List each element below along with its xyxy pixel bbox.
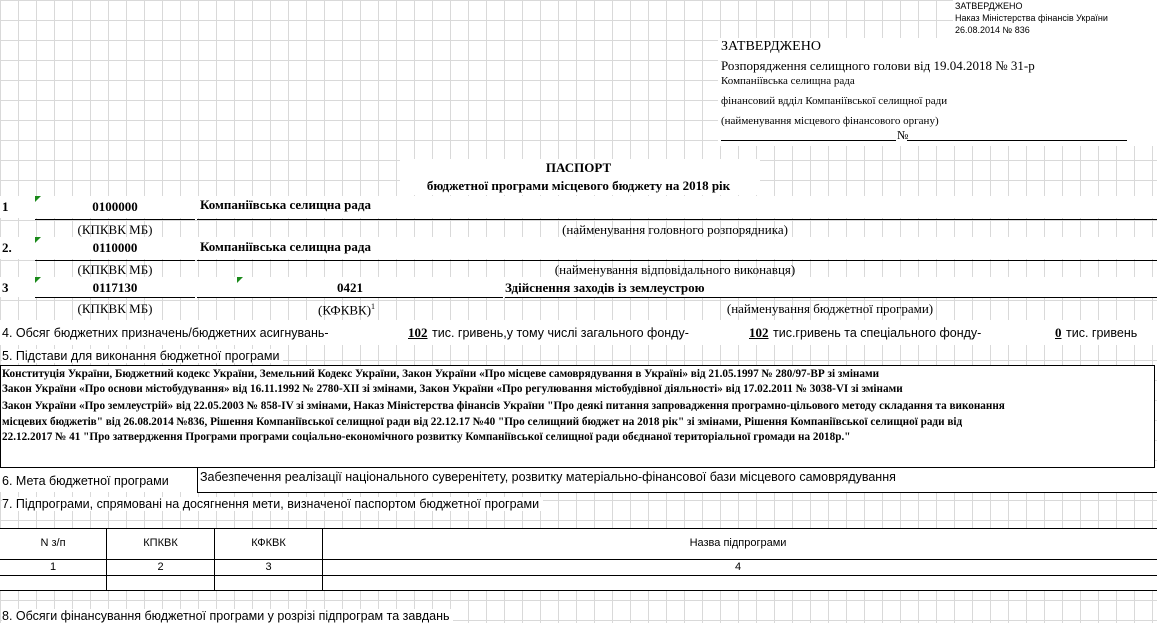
column-header-subprogram-name: Назва підпрограми bbox=[689, 537, 787, 549]
column-number-2: 2 bbox=[157, 561, 164, 573]
row1-number: 1 bbox=[2, 199, 9, 214]
section4-text3: тис. гривень bbox=[1066, 326, 1138, 340]
legal-basis-box bbox=[0, 365, 1155, 468]
row3-code-hint: (КПКВК МБ) bbox=[77, 301, 153, 316]
approval-org: Компаніївська селищна рада bbox=[721, 75, 855, 87]
row2-number: 2. bbox=[2, 240, 12, 255]
row1-code-hint: (КПКВК МБ) bbox=[77, 222, 153, 237]
passport-subtitle: бюджетної програми місцевого бюджету на 2018 рік bbox=[426, 178, 731, 193]
row1-code: 0100000 bbox=[92, 199, 138, 214]
column-header-number: N з/п bbox=[40, 537, 66, 549]
column-number-3: 3 bbox=[265, 561, 272, 573]
row3-kfkvk-hint: (КФКВК)$^1$ bbox=[318, 302, 376, 318]
legal-basis-line: 22.12.2017 № 41 "Про затвердження Програми програми соціально-економічного розвитку Компаніївської селищної ради обєднаної територіальної громади на 2018р." bbox=[2, 431, 851, 443]
approval-top-date: 26.08.2014 № 836 bbox=[955, 25, 1030, 35]
section6-value: Забезпечення реалізації національного суверенітету, розвитку матеріально-фінансової бази місцевого самоврядування bbox=[200, 470, 896, 484]
comment-marker-icon bbox=[237, 277, 243, 283]
row3-name-hint: (найменування бюджетної програми) bbox=[726, 301, 934, 316]
legal-basis-line: місцевих бюджетів" від 26.08.2014 №836, Рішення Компаніївської селищної ради від 22.12.17 №40 "Про селищний бюджет на 2018 рік" зі змінами, Рішення Компаніївської селищної ради від bbox=[2, 416, 963, 428]
approval-top-order: Наказ Міністерства фінансів України bbox=[955, 13, 1108, 23]
legal-basis-line: Конституція України, Бюджетний кодекс України, Земельний Кодекс України, Закон України «Про місцеве самоврядування в Україні» від 21.05.1997 № 280/97-ВР зі змінами bbox=[2, 368, 880, 380]
section4-text1: тис. гривень,у тому числі загального фонду- bbox=[432, 326, 689, 340]
section4-text2: тис.гривень та спеціального фонду- bbox=[773, 326, 982, 340]
row2-name: Компаніївська селищна рада bbox=[200, 239, 371, 254]
section7-label: 7. Підпрограми, спрямовані на досягнення мети, визначеної паспортом бюджетної програми bbox=[2, 497, 543, 511]
section5-label: 5. Підстави для виконання бюджетної програми bbox=[2, 349, 283, 363]
row2-code-hint: (КПКВК МБ) bbox=[77, 262, 153, 277]
approval-dept: фінансовий вдділ Компаніївської селищної ради bbox=[721, 95, 948, 107]
section8-label: 8. Обсяги фінансування бюджетної програми у розрізі підпрограм та завдань bbox=[2, 609, 453, 623]
column-header-kfkvk: КФКВК bbox=[251, 537, 286, 549]
subprograms-table bbox=[0, 528, 1157, 591]
row3-kfkvk: 0421 bbox=[337, 280, 363, 295]
legal-basis-line: Закон України «Про землеустрій» від 22.05.2003 № 858-IV зі змінами, Наказ Міністерства фінансів України "Про деякі питання запровадження програмно-цільового методу складання та виконання bbox=[2, 400, 1005, 412]
row3-name: Здійснення заходів із землеустрою bbox=[505, 280, 705, 295]
row1-name-hint: (найменування головного розпорядника) bbox=[562, 222, 788, 237]
footnote-marker: 1 bbox=[371, 302, 376, 311]
column-header-kpkvk: КПКВК bbox=[143, 537, 178, 549]
legal-basis-line: Закон України «Про основи містобудування» від 16.11.1992 № 2780-XII зі змінами, Закон України «Про регулювання містобудівної діяльності» від 17.02.2011 № 3038-VI зі змінами bbox=[2, 383, 903, 395]
row2-code: 0110000 bbox=[92, 240, 138, 255]
row1-name: Компаніївська селищна рада bbox=[200, 197, 371, 212]
approval-number-sign: № bbox=[897, 128, 909, 142]
section4-label: 4. Обсяг бюджетних призначень/бюджетних асигнувань- bbox=[2, 326, 329, 340]
section4-special: 0 bbox=[1055, 325, 1062, 340]
section6-label: 6. Мета бюджетної програми bbox=[2, 474, 169, 488]
section4-total: 102 bbox=[408, 325, 428, 340]
passport-title: ПАСПОРТ bbox=[545, 160, 612, 175]
row2-name-hint: (найменування відповідального виконавця) bbox=[554, 262, 796, 277]
row3-code: 0117130 bbox=[92, 280, 138, 295]
approval-order: Розпорядження селищного голови від 19.04.2018 № 31-р bbox=[721, 58, 1035, 73]
row3-number: 3 bbox=[2, 280, 9, 295]
approval-title: ЗАТВЕРДЖЕНО bbox=[721, 39, 821, 54]
approval-top-title: ЗАТВЕРДЖЕНО bbox=[955, 1, 1023, 11]
column-number-1: 1 bbox=[49, 561, 57, 573]
approval-hint: (найменування місцевого фінансового органу) bbox=[721, 115, 939, 127]
column-number-4: 4 bbox=[734, 561, 742, 573]
section4-general: 102 bbox=[749, 325, 769, 340]
